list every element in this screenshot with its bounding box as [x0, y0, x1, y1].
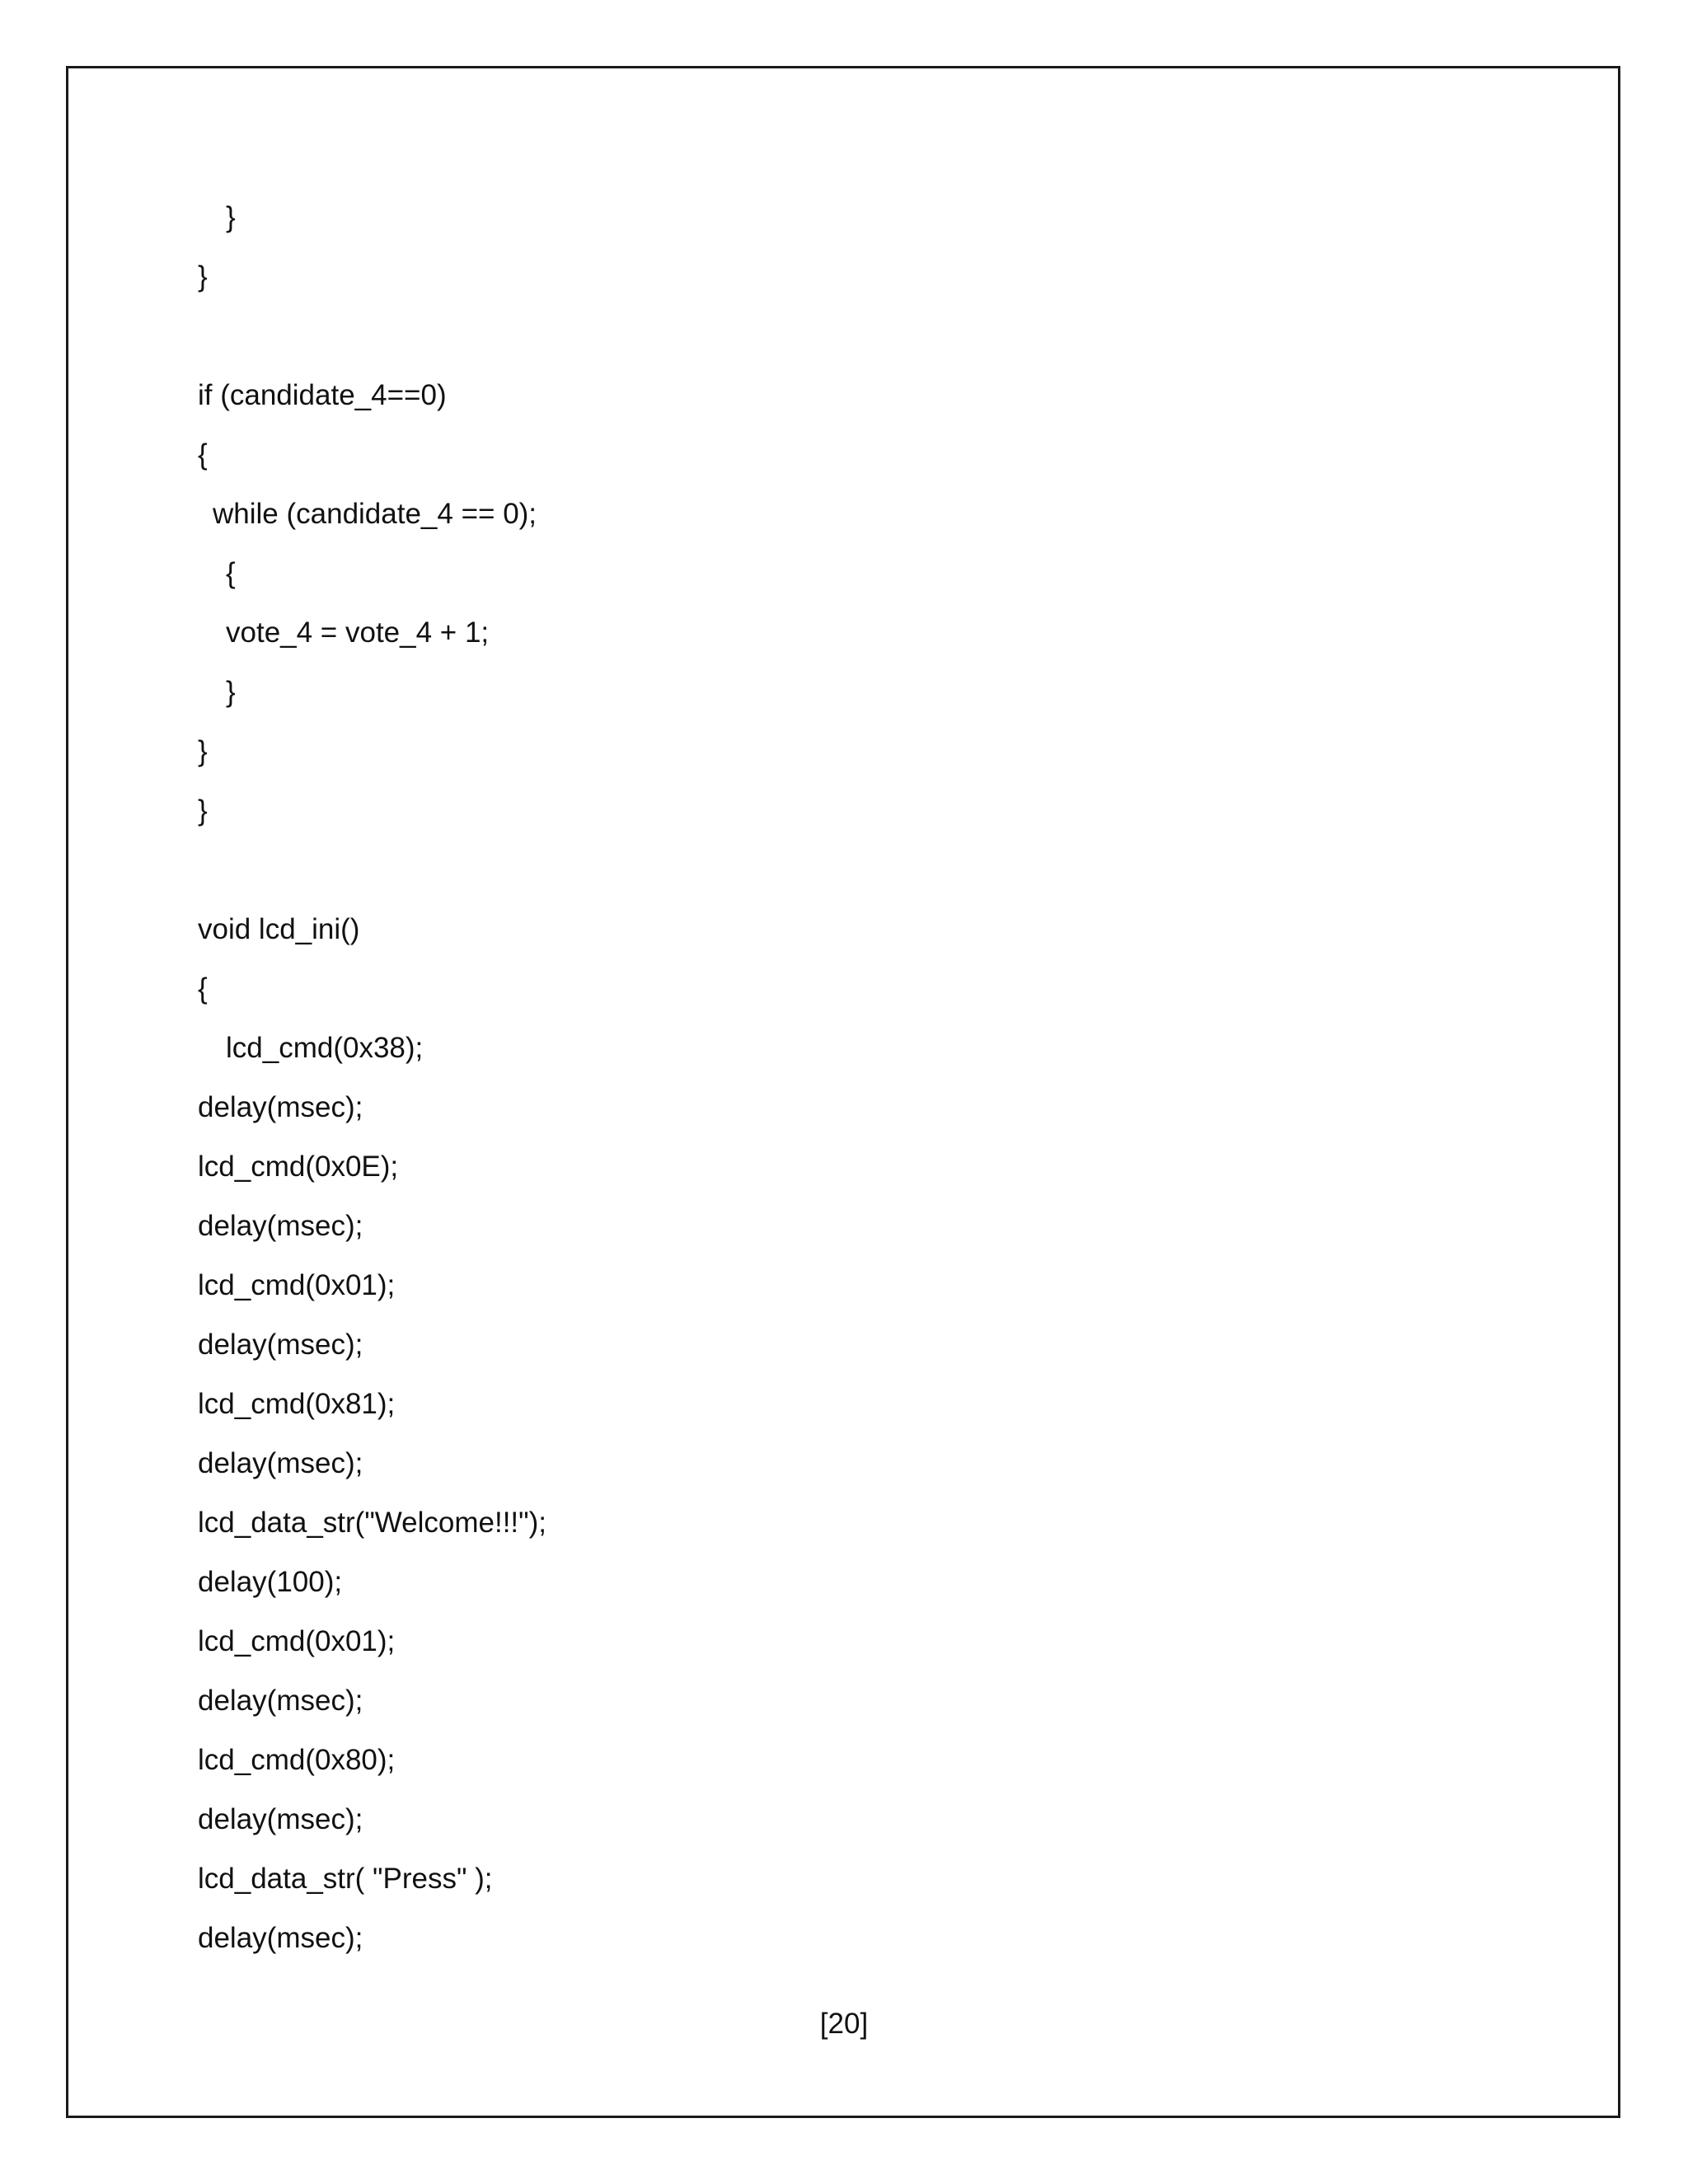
- code-line: delay(msec);: [198, 1091, 363, 1123]
- code-line: lcd_cmd(0x01);: [198, 1269, 396, 1301]
- code-line: if (candidate_4==0): [198, 379, 447, 411]
- code-line: while (candidate_4 == 0);: [213, 498, 537, 530]
- code-line: lcd_cmd(0x81);: [198, 1388, 396, 1420]
- code-listing: [198, 188, 1517, 1968]
- code-line: lcd_cmd(0x01);: [198, 1625, 396, 1657]
- code-line: lcd_data_str("Welcome!!!");: [198, 1507, 546, 1539]
- code-line: {: [198, 438, 208, 471]
- code-line: }: [226, 201, 236, 233]
- code-line: delay(msec);: [198, 1685, 363, 1717]
- code-line: lcd_cmd(0x0E);: [198, 1151, 399, 1183]
- code-line: void lcd_ini(): [198, 913, 360, 945]
- code-line: lcd_data_str( "Press" );: [198, 1863, 493, 1895]
- page-number: [20]: [819, 2008, 869, 2040]
- code-line: delay(msec);: [198, 1210, 363, 1242]
- code-line: delay(100);: [198, 1566, 343, 1598]
- code-line: {: [198, 972, 208, 1005]
- code-line: lcd_cmd(0x80);: [198, 1744, 396, 1776]
- code-line: {: [226, 557, 236, 589]
- code-line: }: [198, 260, 208, 293]
- code-line: }: [198, 735, 208, 767]
- code-line: }: [198, 794, 208, 827]
- code-line: delay(msec);: [198, 1447, 363, 1479]
- code-line: vote_4 = vote_4 + 1;: [226, 616, 490, 649]
- code-line: delay(msec);: [198, 1329, 363, 1361]
- code-line: delay(msec);: [198, 1922, 363, 1954]
- code-line: lcd_cmd(0x38);: [226, 1032, 424, 1064]
- code-line: [198, 841, 1517, 900]
- code-line: [198, 307, 1517, 366]
- code-line: delay(msec);: [198, 1803, 363, 1835]
- code-line: }: [226, 676, 236, 708]
